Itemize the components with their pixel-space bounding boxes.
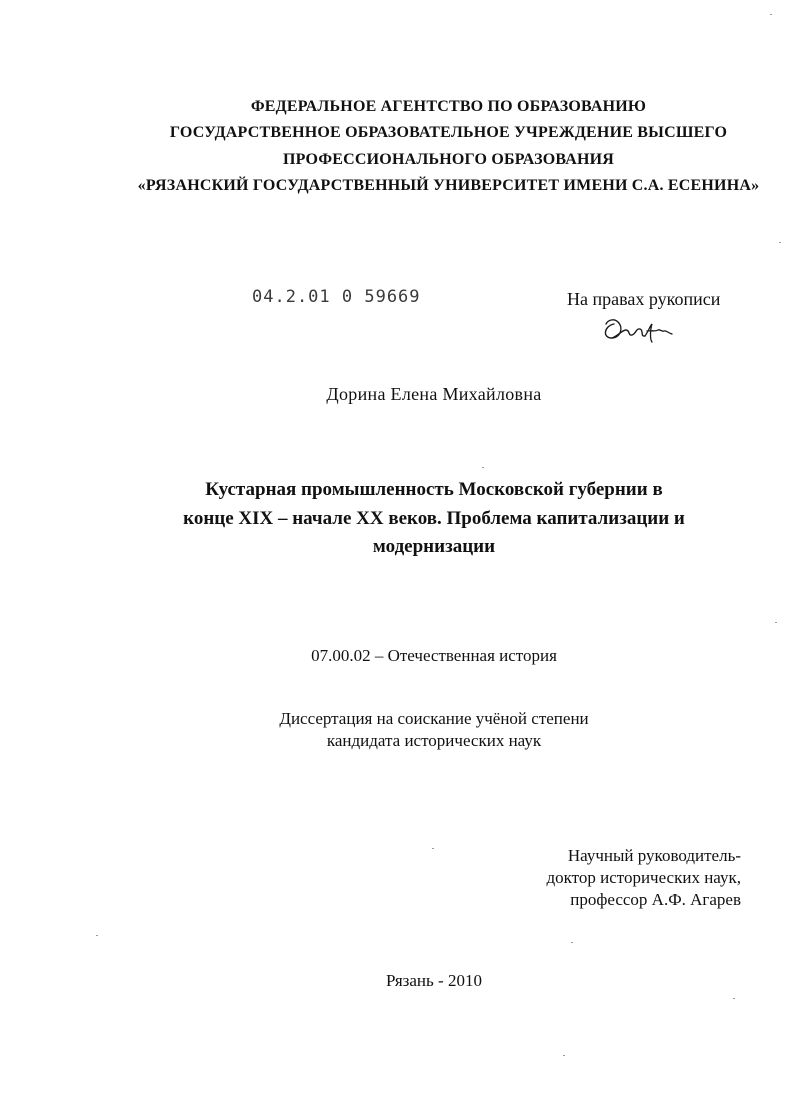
supervisor-degree: доктор исторических наук, (546, 868, 741, 887)
signature-icon (600, 310, 680, 344)
supervisor-role: Научный руководитель- (567, 846, 741, 865)
registration-number-stamp: 04.2.01 0 59669 (252, 287, 421, 307)
degree-line1: Диссертация на соискание учёной степени (279, 709, 589, 728)
header-agency: ФЕДЕРАЛЬНОЕ АГЕНТСТВО ПО ОБРАЗОВАНИЮ (250, 98, 647, 115)
manuscript-rights-label: На правах рукописи (567, 289, 721, 309)
scan-speck (733, 998, 735, 999)
scan-speck (432, 848, 434, 849)
supervisor-name: профессор А.Ф. Агарев (570, 890, 741, 909)
place-and-year: Рязань - 2010 (386, 971, 482, 990)
scan-speck (770, 14, 772, 15)
dissertation-title-line3: модернизации (372, 536, 496, 557)
scan-speck (96, 935, 98, 936)
scan-speck (779, 242, 781, 243)
header-education-level: ПРОФЕССИОНАЛЬНОГО ОБРАЗОВАНИЯ (282, 151, 615, 168)
specialty-code: 07.00.02 – Отечественная история (311, 646, 557, 665)
author-name: Дорина Елена Михайловна (326, 384, 542, 404)
scan-speck (571, 942, 573, 943)
header-university: «РЯЗАНСКИЙ ГОСУДАРСТВЕННЫЙ УНИВЕРСИТЕТ ИМЕНИ С.А. ЕСЕНИНА» (137, 177, 760, 194)
scan-speck (482, 467, 484, 468)
dissertation-title-line2: конце XIX – начале XX веков. Проблема капитализации и (183, 508, 685, 529)
dissertation-title-line1: Кустарная промышленность Московской губернии в (205, 479, 663, 500)
header-institution-type: ГОСУДАРСТВЕННОЕ ОБРАЗОВАТЕЛЬНОЕ УЧРЕЖДЕНИЕ ВЫСШЕГО (169, 124, 728, 141)
scan-speck (563, 1055, 565, 1056)
scan-speck (775, 622, 777, 623)
degree-line2: кандидата исторических наук (326, 731, 542, 750)
